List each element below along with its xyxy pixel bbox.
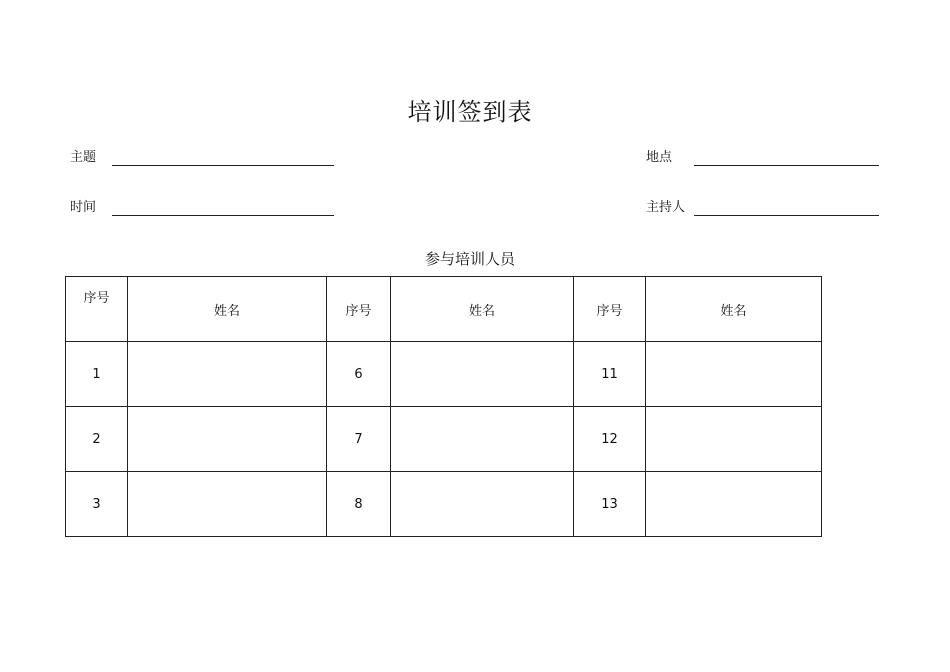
row-number: 2 [66, 407, 128, 472]
location-field [646, 150, 879, 166]
table-row [66, 342, 822, 407]
location-blank[interactable] [694, 164, 879, 166]
header-number: 序号 [66, 277, 128, 342]
location-label: 地点 [646, 150, 673, 165]
name-cell[interactable] [128, 342, 327, 407]
name-cell[interactable] [128, 472, 327, 537]
row-number: 13 [574, 472, 646, 537]
row-number: 3 [66, 472, 128, 537]
name-cell[interactable] [391, 342, 574, 407]
header-name: 姓名 [646, 277, 822, 342]
time-blank[interactable] [112, 214, 334, 216]
time-label: 时间 [70, 200, 97, 215]
time-field [70, 200, 334, 216]
table-row [66, 472, 822, 537]
row-number: 8 [327, 472, 391, 537]
row-number: 12 [574, 407, 646, 472]
host-blank[interactable] [694, 214, 879, 216]
host-field [646, 200, 879, 216]
header-number: 序号 [574, 277, 646, 342]
name-cell[interactable] [128, 407, 327, 472]
name-cell[interactable] [391, 407, 574, 472]
attendee-table [65, 276, 822, 537]
document-title: 培训签到表 [407, 98, 533, 126]
row-number: 6 [327, 342, 391, 407]
row-number: 7 [327, 407, 391, 472]
name-cell[interactable] [391, 472, 574, 537]
header-name: 姓名 [391, 277, 574, 342]
table-header-row [66, 277, 822, 342]
header-name: 姓名 [128, 277, 327, 342]
name-cell[interactable] [646, 407, 822, 472]
row-number: 11 [574, 342, 646, 407]
section-title: 参与培训人员 [424, 250, 515, 268]
name-cell[interactable] [646, 472, 822, 537]
name-cell[interactable] [646, 342, 822, 407]
topic-blank[interactable] [112, 164, 334, 166]
row-number: 1 [66, 342, 128, 407]
topic-label: 主题 [70, 150, 97, 165]
host-label: 主持人 [646, 200, 686, 215]
header-number: 序号 [327, 277, 391, 342]
topic-field [70, 150, 334, 166]
table-row [66, 407, 822, 472]
